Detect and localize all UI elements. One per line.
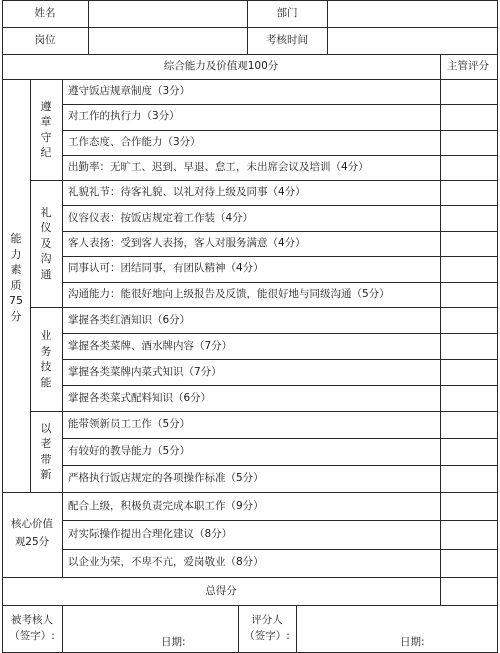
criterion-text: 掌握各类菜式配料知识（6分） <box>68 391 212 404</box>
criterion-text: 掌握各类菜牌、酒水牌内容（7分） <box>68 339 233 352</box>
item-row-divider <box>62 333 498 334</box>
category-divider <box>30 411 498 412</box>
score-input[interactable] <box>441 257 497 282</box>
supervisor-score-label: 主管评分 <box>447 60 489 72</box>
dept-label: 部门 <box>276 7 298 19</box>
score-input[interactable] <box>441 334 497 359</box>
score-input[interactable] <box>441 105 497 130</box>
total-score-label: 总得分 <box>205 584 237 597</box>
item-row-divider <box>62 231 498 232</box>
score-input[interactable] <box>441 156 497 180</box>
criterion-text: 仪容仪表：按饭店规定着工作装（4分） <box>68 211 254 224</box>
date-label: 日期: <box>161 635 186 648</box>
criterion-text: 严格执行饭店规定的各项操作标准（5分） <box>68 472 264 484</box>
header-col-divider <box>247 0 248 55</box>
criterion-text: 掌握各类红酒知识（6分） <box>68 313 191 326</box>
score-input[interactable] <box>441 283 497 307</box>
score-input[interactable] <box>441 80 497 104</box>
section-title: 综合能力及价值观100分 <box>163 60 279 72</box>
item-row-divider <box>62 130 498 131</box>
item-row-divider <box>62 104 498 105</box>
category-label: 业务技能 <box>40 329 52 389</box>
criterion-text: 礼貌礼节：待客礼貌、以礼对待上级及同事（4分） <box>68 186 306 199</box>
criterion-text: 出勤率：无旷工、迟到、早退、怠工，未出席会议及培训（4分） <box>68 160 369 173</box>
core-values-label: 观25分 <box>14 535 50 548</box>
table-left-border <box>2 0 3 653</box>
date-label: 日期: <box>400 635 425 648</box>
score-input[interactable] <box>441 521 497 549</box>
period-field[interactable] <box>328 28 497 54</box>
name-label: 姓名 <box>34 7 56 19</box>
item-row-divider <box>62 256 498 257</box>
criterion-text: 以企业为荣，不卑不亢，爱岗敬业（8分） <box>68 556 264 569</box>
table-right-border <box>497 0 498 653</box>
core-values-label: 核心价值 <box>11 517 53 530</box>
total-score-input[interactable] <box>441 578 497 605</box>
item-row-divider <box>62 282 498 283</box>
period-label: 考核时间 <box>266 34 308 46</box>
score-input[interactable] <box>441 131 497 155</box>
score-input[interactable] <box>441 308 497 333</box>
item-row-divider <box>62 465 498 466</box>
item-row-divider <box>62 385 498 386</box>
category-column-divider <box>62 79 63 578</box>
item-row-divider <box>62 520 498 521</box>
criterion-text: 配合上级，积极负责完成本职工作（9分） <box>68 499 264 512</box>
item-row-divider <box>62 205 498 206</box>
assessee-signature-field[interactable] <box>63 606 238 652</box>
score-input[interactable] <box>441 466 497 492</box>
header-bottom-border <box>2 54 498 55</box>
group-column-divider <box>30 79 31 493</box>
item-row-divider <box>62 438 498 439</box>
score-input[interactable] <box>441 439 497 465</box>
total-row-top-border <box>2 577 498 578</box>
assessor-label: 评分人 <box>251 613 283 626</box>
score-input[interactable] <box>441 232 497 256</box>
criterion-text: 有较好的教导能力（5分） <box>68 445 191 457</box>
criterion-text: 掌握各类菜牌内菜式知识（7分） <box>68 365 222 378</box>
category-label: 遵章守纪 <box>40 99 52 159</box>
category-label: 礼仪及沟通 <box>40 205 52 281</box>
assessee-label: 被考核人 <box>11 613 53 626</box>
score-input[interactable] <box>441 360 497 385</box>
position-field[interactable] <box>89 28 247 54</box>
assessee-label: （签字）: <box>9 629 55 642</box>
criterion-text: 沟通能力：能很好地向上级报告及反馈，能很好地与同级沟通（5分） <box>68 287 390 300</box>
score-input[interactable] <box>441 206 497 231</box>
item-row-divider <box>62 549 498 550</box>
item-row-divider <box>62 359 498 360</box>
core-values-top-border <box>2 492 498 493</box>
score-input[interactable] <box>441 386 497 411</box>
criterion-text: 同事认可：团结同事，有团队精神（4分） <box>68 262 264 275</box>
assessor-signature-field[interactable] <box>297 606 497 652</box>
ability-group-label: 能力素质75分 <box>9 232 23 323</box>
criterion-text: 对实际操作提出合理化建议（8分） <box>68 528 233 540</box>
score-input[interactable] <box>441 181 497 205</box>
criterion-text: 对工作的执行力（3分） <box>68 110 180 123</box>
category-label: 以老带新 <box>40 421 52 481</box>
score-input[interactable] <box>441 493 497 520</box>
section-title-bottom-border <box>2 79 498 80</box>
criterion-text: 工作态度、合作能力（3分） <box>68 135 201 148</box>
footer-col-divider <box>238 605 239 653</box>
criterion-text: 客人表扬：受到客人表扬，客人对服务满意（4分） <box>68 237 306 249</box>
criterion-text: 能带领新员工工作（5分） <box>68 418 191 430</box>
name-field[interactable] <box>89 1 247 27</box>
score-input[interactable] <box>441 412 497 438</box>
item-row-divider <box>62 155 498 156</box>
score-input[interactable] <box>441 550 497 577</box>
position-label: 岗位 <box>34 34 56 46</box>
category-divider <box>30 307 498 308</box>
dept-field[interactable] <box>328 1 497 27</box>
category-divider <box>30 180 498 181</box>
criterion-text: 遵守饭店规章制度（3分） <box>68 85 191 98</box>
assessor-label: （签字）: <box>244 629 290 642</box>
